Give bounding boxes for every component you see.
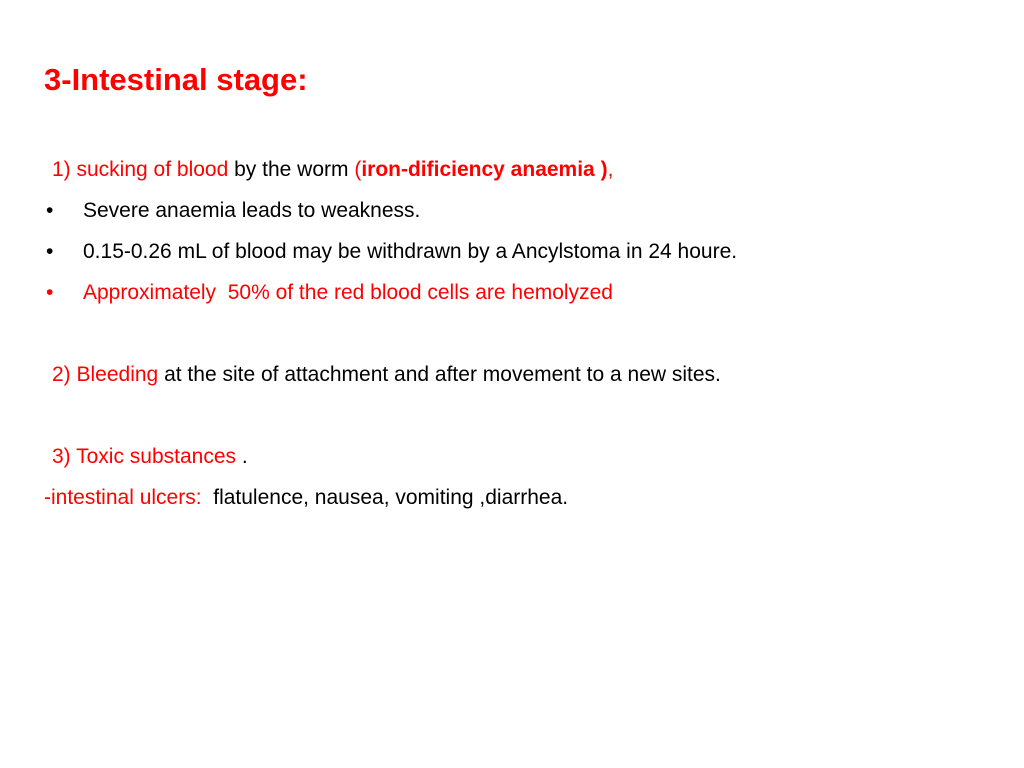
bullet-marker: • — [46, 281, 54, 304]
point-2-label: 2) Bleeding — [52, 363, 159, 386]
point-1-highlight: iron-dificiency anaemia ) — [361, 158, 608, 181]
point-1-label: 1) sucking of blood — [52, 158, 229, 181]
point-3-line — [52, 443, 248, 471]
bullet-item-2: 0.15-0.26 mL of blood may be withdrawn by a Ancylstoma in 24 houre. — [83, 240, 738, 263]
point-1-comma: , — [607, 158, 614, 181]
bullet-marker: • — [46, 240, 54, 263]
slide-title: 3-Intestinal stage: — [44, 62, 308, 97]
point-3-label: 3) Toxic substances — [52, 445, 237, 468]
point-1-text: by the worm — [228, 158, 355, 181]
point-1-line — [52, 156, 613, 184]
point-4-label: -intestinal ulcers: — [44, 486, 202, 509]
bullet-item-3: Approximately 50% of the red blood cells are hemolyzed — [83, 281, 613, 304]
point-4-line — [44, 484, 568, 512]
bullet-marker: • — [46, 199, 54, 222]
point-2-line — [52, 361, 721, 389]
point-2-text: at the site of attachment and after movement to a new sites. — [158, 363, 721, 386]
point-4-text: flatulence, nausea, vomiting ,diarrhea. — [201, 486, 569, 509]
point-1-paren-open: ( — [354, 158, 362, 181]
bullet-item-1: Severe anaemia leads to weakness. — [83, 199, 421, 222]
point-3-text: . — [236, 445, 248, 468]
